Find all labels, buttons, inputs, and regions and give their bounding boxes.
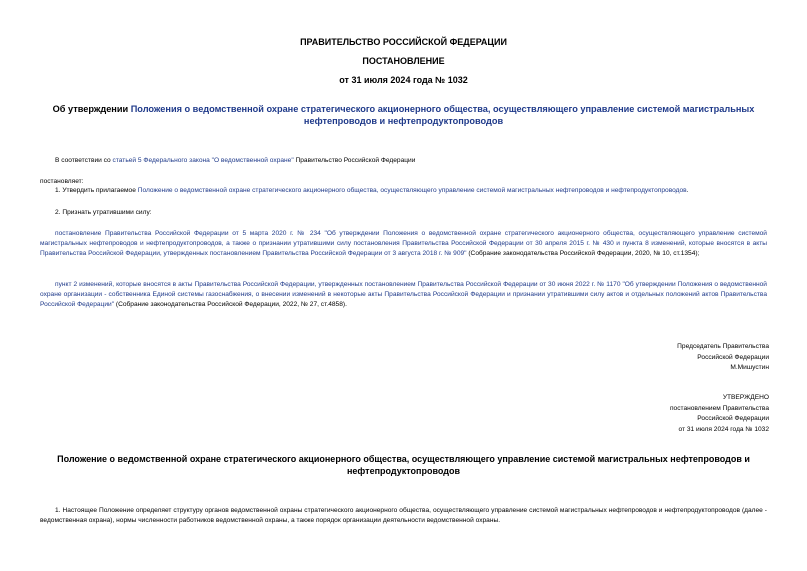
approval-line-3: Российской Федерации bbox=[697, 415, 769, 422]
regulation-paragraph-1: 1. Настоящее Положение определяет структуру органов ведомственной охраны стратегического акционерного общества, осуществляющего управление системой магистральных нефтепроводов и нефтепродуктопроводов (далее - ведомственная охрана), нормы численности работников ведомственной охраны, а также порядок организации деятельности ведомственной охраны. bbox=[40, 507, 767, 524]
government-heading: ПРАВИТЕЛЬСТВО РОССИЙСКОЙ ФЕДЕРАЦИИ bbox=[300, 37, 507, 47]
signature-line-1: Председатель Правительства bbox=[677, 343, 769, 350]
signature-block bbox=[677, 342, 769, 374]
approval-block bbox=[670, 393, 769, 435]
approval-line-2: постановлением Правительства bbox=[669, 404, 769, 412]
item-1-link[interactable]: Положение о ведомственной охране стратегического акционерного общества, осуществляющего управление системой магистральных нефтепроводов и нефтепродуктопроводов bbox=[137, 187, 687, 194]
preamble bbox=[55, 156, 415, 166]
item-1-text-start: 1. Утвердить прилагаемое bbox=[55, 187, 138, 194]
item-2b bbox=[40, 280, 767, 310]
title-link[interactable]: Положения о ведомственной охране стратегического акционерного общества, осуществляющего управление системой магистральных нефтепроводов и нефтепродуктопроводов bbox=[130, 104, 755, 126]
resolves-text: постановляет: bbox=[40, 178, 84, 185]
item-2a bbox=[40, 229, 767, 259]
date-number-heading: от 31 июля 2024 года № 1032 bbox=[339, 75, 468, 85]
document-type-heading: ПОСТАНОВЛЕНИЕ bbox=[362, 56, 445, 66]
title-prefix: Об утверждении bbox=[52, 104, 131, 114]
signature-line-3: М.Мишустин bbox=[730, 364, 769, 371]
document-title bbox=[50, 103, 757, 127]
approval-line-4: от 31 июля 2024 года № 1032 bbox=[678, 425, 769, 433]
item-2b-link[interactable]: пункт 2 изменений, которые вносятся в акты Правительства Российской Федерации, утвержденных постановлением Правительства Российской Федерации от 30 июня 2022 г. № 1170 "Об утверждении Положения о ведомственной охране организации - собственника Единой системы газоснабжения, о внесении изменений в некоторые акты Правительства Российской Федерации и признании утратившими силу актов и отдельных положений актов Правительства Российской Федерации" bbox=[40, 281, 767, 308]
item-1 bbox=[55, 186, 775, 196]
regulation-title: Положение о ведомственной охране стратегического акционерного общества, осуществляющего управление системой магистральных нефтепроводов и нефтепродуктопроводов bbox=[57, 454, 750, 476]
item-2a-source: (Собрание законодательства Российской Федерации, 2020, № 10, ст.1354); bbox=[466, 250, 700, 257]
item-2b-source: (Собрание законодательства Российской Федерации, 2022, № 27, ст.4858). bbox=[114, 301, 347, 308]
item-2: 2. Признать утратившими силу: bbox=[55, 209, 152, 216]
preamble-text-start: В соответствии со bbox=[55, 157, 113, 164]
signature-line-2: Российской Федерации bbox=[697, 353, 769, 361]
item-1-text-end: . bbox=[686, 187, 689, 194]
approval-line-1: УТВЕРЖДЕНО bbox=[722, 394, 769, 401]
item-2a-link[interactable]: постановление Правительства Российской Федерации от 5 марта 2020 г. № 234 "Об утверждении Положения о ведомственной охране стратегического акционерного общества, осуществляющего управление системой магистральных нефтепроводов и нефтепродуктопроводов, а также о признании утратившими силу постановления Правительства Российской Федерации от 30 апреля 2015 г. № 430 и пункта 8 изменений, которые вносятся в акты Правительства Российской Федерации, утвержденных постановлением Правительства Российской Федерации от 3 августа 2018 г. № 909" bbox=[40, 230, 767, 257]
preamble-text-end: Правительство Российской Федерации bbox=[293, 157, 416, 164]
law-link[interactable]: статьей 5 Федерального закона "О ведомственной охране" bbox=[112, 157, 294, 164]
